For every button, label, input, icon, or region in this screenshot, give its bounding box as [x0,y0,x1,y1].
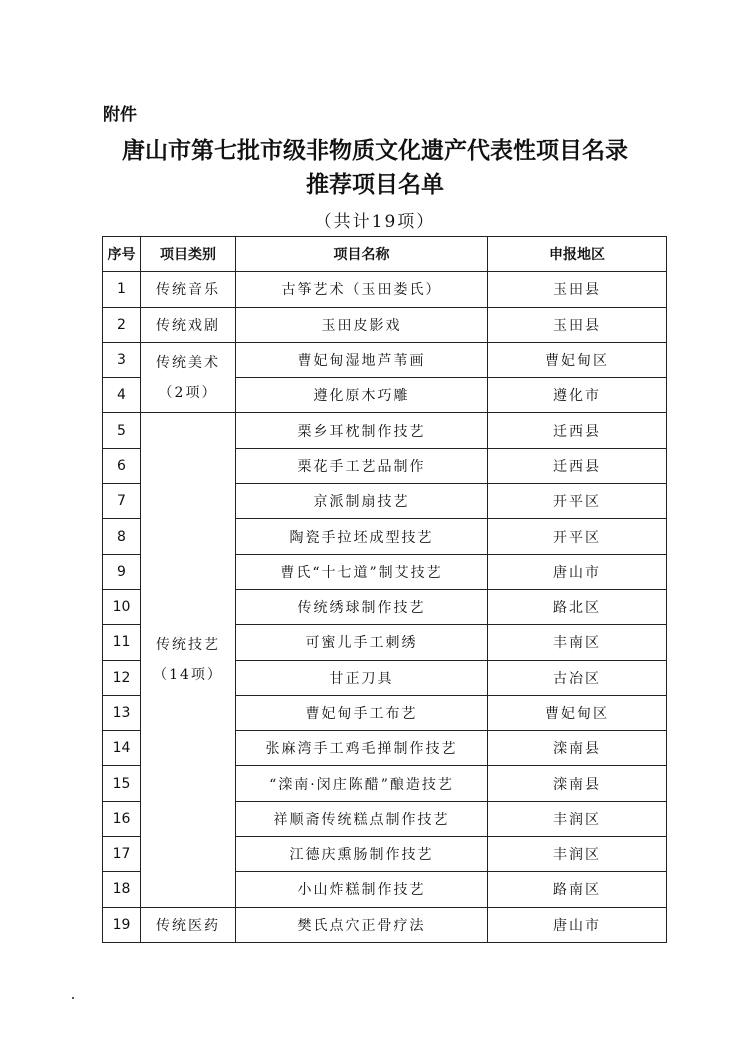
project-region: 迁西县 [488,413,667,448]
project-name: 祥顺斋传统糕点制作技艺 [236,801,488,836]
project-name: 江德庆熏肠制作技艺 [236,837,488,872]
project-region: 丰润区 [488,837,667,872]
project-name: 曹妃甸湿地芦苇画 [236,342,488,377]
header-category: 项目类别 [141,237,236,272]
row-no: 9 [103,554,141,589]
table-row [103,272,667,307]
row-no: 17 [103,837,141,872]
project-region: 古冶区 [488,660,667,695]
project-name: 玉田皮影戏 [236,307,488,342]
table-row [103,307,667,342]
table-row [103,342,667,377]
row-no: 15 [103,766,141,801]
project-region: 唐山市 [488,907,667,942]
project-name: 曹氏“十七道”制艾技艺 [236,554,488,589]
header-no: 序号 [103,237,141,272]
row-no: 5 [103,413,141,448]
row-no: 18 [103,872,141,907]
project-region: 开平区 [488,484,667,519]
category-music: 传统音乐 [141,272,236,307]
table-header-row [103,237,667,272]
table-row [103,413,667,448]
category-crafts-count: （14项） [153,667,223,684]
total-count: （共计19项） [314,212,436,232]
category-crafts-label: 传统技艺 [156,637,220,654]
project-region: 路南区 [488,872,667,907]
category-medicine: 传统医药 [141,907,236,942]
project-region: 滦南县 [488,766,667,801]
row-no: 1 [103,272,141,307]
project-region: 玉田县 [488,307,667,342]
project-region: 曹妃甸区 [488,342,667,377]
document-subtitle: 推荐项目名单 [306,171,444,198]
row-no: 12 [103,660,141,695]
project-region: 迁西县 [488,448,667,483]
project-name: 京派制扇技艺 [236,484,488,519]
project-name: 可蜜儿手工刺绣 [236,625,488,660]
project-region: 丰润区 [488,801,667,836]
row-no: 13 [103,695,141,730]
project-region: 丰南区 [488,625,667,660]
category-arts [141,342,236,413]
project-name: “滦南·闵庄陈醋”酿造技艺 [236,766,488,801]
row-no: 7 [103,484,141,519]
project-name: 张麻湾手工鸡毛掸制作技艺 [236,731,488,766]
category-arts-count: （2项） [158,384,218,401]
row-no: 11 [103,625,141,660]
row-no: 2 [103,307,141,342]
row-no: 6 [103,448,141,483]
project-region: 玉田县 [488,272,667,307]
attachment-label: 附件 [103,105,137,125]
project-name: 樊氏点穴正骨疗法 [236,907,488,942]
document-title: 唐山市第七批市级非物质文化遗产代表性项目名录 [122,137,628,164]
project-name: 传统绣球制作技艺 [236,589,488,624]
row-no: 3 [103,342,141,377]
project-table [102,236,667,943]
project-region: 曹妃甸区 [488,695,667,730]
row-no: 19 [103,907,141,942]
project-region: 唐山市 [488,554,667,589]
row-no: 16 [103,801,141,836]
category-crafts [141,413,236,907]
table-row [103,907,667,942]
project-name: 栗花手工艺品制作 [236,448,488,483]
row-no: 8 [103,519,141,554]
header-name: 项目名称 [236,237,488,272]
row-no: 10 [103,589,141,624]
category-arts-label: 传统美术 [156,354,220,371]
project-region: 遵化市 [488,378,667,413]
project-region: 滦南县 [488,731,667,766]
row-no: 14 [103,731,141,766]
project-name: 陶瓷手拉坯成型技艺 [236,519,488,554]
category-drama: 传统戏剧 [141,307,236,342]
project-region: 开平区 [488,519,667,554]
project-region: 路北区 [488,589,667,624]
header-region: 申报地区 [488,237,667,272]
project-name: 小山炸糕制作技艺 [236,872,488,907]
project-name: 古筝艺术（玉田娄氏） [236,272,488,307]
scan-speck [72,997,74,999]
project-name: 遵化原木巧雕 [236,378,488,413]
project-name: 甘正刀具 [236,660,488,695]
project-name: 曹妃甸手工布艺 [236,695,488,730]
row-no: 4 [103,378,141,413]
project-name: 栗乡耳枕制作技艺 [236,413,488,448]
